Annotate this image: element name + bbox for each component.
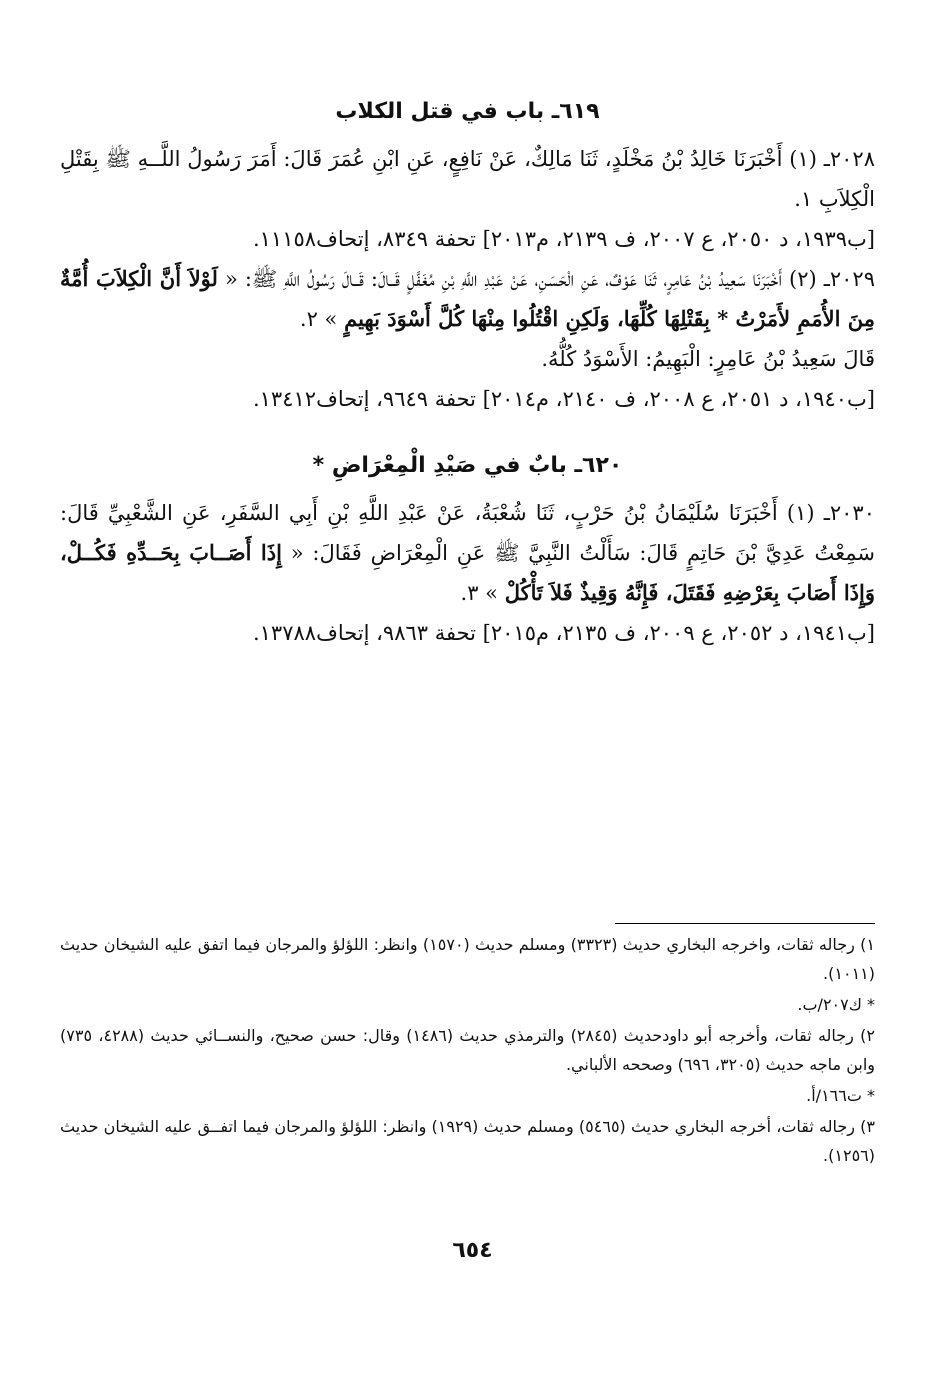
hadith-2029-close: » ٢. (299, 307, 338, 331)
page-number: ٦٥٤ (452, 1238, 493, 1263)
hadith-2029-note: قَالَ سَعِيدُ بْنُ عَامِرٍ: الْبَهِيمُ: الأَسْوَدُ كُلُّهُ. (541, 347, 875, 371)
hadith-2029-references: [ب١٩٤٠، د ٢٠٥١، ع ٢٠٠٨، ف ٢١٤٠، م٢٠١٤] تحفة ٩٦٤٩، إتحاف١٣٤١٢. (252, 387, 875, 411)
footnote-divider (615, 923, 875, 924)
hadith-2030 (60, 493, 875, 613)
footnote-1: ١) رجاله ثقات، واخرجه البخاري حديث (٣٣٢٣) ومسلم حديث (١٥٧٠) وانظر: اللؤلؤ والمرجان فيما اتفق عليه الشيخان حديث (١٠١١). (60, 935, 876, 983)
section-619-heading: ٦١٩ـ باب في قتل الكلاب (335, 99, 600, 124)
footnote-marker-1: * ك٢٠٧/ب. (797, 995, 875, 1014)
hadith-2030-close: » ٣. (460, 581, 498, 605)
hadith-2030-intro: ٢٠٣٠ـ (١) أَخْبَرَنَا سُلَيْمَانُ بْنُ حَرْبٍ، ثَنَا شُعْبَةُ، عَنْ عَبْدِ اللَّهِ بْنِ أَبِي السَّفَرِ، عَنِ الشَّعْبِيِّ قَالَ: سَمِعْتُ عَدِيَّ بْنَ حَاتِمٍ قَالَ: سَأَلْتُ النَّبِيَّ ﷺ عَنِ الْمِعْرَاضِ فَقَالَ: « (60, 501, 875, 565)
section-620-heading: ٦٢٠ـ بابٌ في صَيْدِ الْمِعْرَاضِ * (312, 453, 623, 478)
footnote-3: ٣) رجاله ثقات، أخرجه البخاري حديث (٥٤٦٥) ومسلم حديث (١٩٢٩) وانظر: اللؤلؤ والمرجان فيما اتفــق عليه الشيخان حديث (١٢٥٦). (60, 1117, 876, 1165)
footnotes (60, 923, 875, 1172)
hadith-2029-quote: لَوْلاَ أَنَّ الْكِلاَبَ أُمَّةٌ مِنَ الأُمَمِ لأَمَرْتُ * بِقَتْلِهَا كُلِّهَا، وَلَكِنِ اقْتُلُوا مِنْهَا كُلَّ أَسْوَدَ بَهِيمٍ (60, 266, 875, 331)
footnote-marker-2: * ت١٦٦/أ. (806, 1086, 875, 1105)
hadith-2030-quote: إِذَا أَصَــابَ بِحَــدِّهِ فَكُــلْ، وَإِذَا أَصَابَ بِعَرْضِهِ فَقَتَلَ، فَإِنَّهُ وَقِيذٌ فَلاَ تَأْكُلْ (60, 540, 875, 605)
hadith-2030-references: [ب١٩٤١، د ٢٠٥٢، ع ٢٠٠٩، ف ٢١٣٥، م٢٠١٥] تحفة ٩٨٦٣، إتحاف١٣٧٨٨. (252, 621, 875, 645)
hadith-2028: ٢٠٢٨ـ (١) أَخْبَرَنَا خَالِدُ بْنُ مَخْلَدٍ، ثَنَا مَالِكٌ، عَنْ نَافِعٍ، عَنِ ابْنِ عُمَرَ قَالَ: أَمَرَ رَسُولُ اللَّــهِ ﷺ بِقَتْلِ الْكِلاَبِ ١. (60, 147, 875, 211)
footnote-2: ٢) رجاله ثقات، وأخرجه أبو داودحديث (٢٨٤٥) والترمذي حديث (١٤٨٦) وقال: حسن صحيح، والنســائي حديث (٤٢٨٨، ٧٣٥) وابن ماجه حديث (٣٢٠٥، ٦٩٦) وصححه الألباني. (60, 1026, 876, 1074)
hadith-2029-intro: ٢٠٢٩ـ (٢) أَخْبَرَنَا سَعِيدُ بْنُ عَامِرٍ، ثَنَا عَوْفٌ، عَنِ الْحَسَنِ، عَنْ عَبْدِ اللَّهِ بْنِ مُغَفَّلٍ قَــالَ: قَــالَ رَسُولُ اللَّهِ ﷺ: « (224, 267, 875, 291)
page-body (60, 95, 875, 653)
hadith-2028-references: [ب١٩٣٩، د ٢٠٥٠، ع ٢٠٠٧، ف ٢١٣٩، م٢٠١٣] تحفة ٨٣٤٩، إتحاف١١١٥٨. (252, 227, 875, 251)
hadith-2029 (60, 259, 875, 339)
